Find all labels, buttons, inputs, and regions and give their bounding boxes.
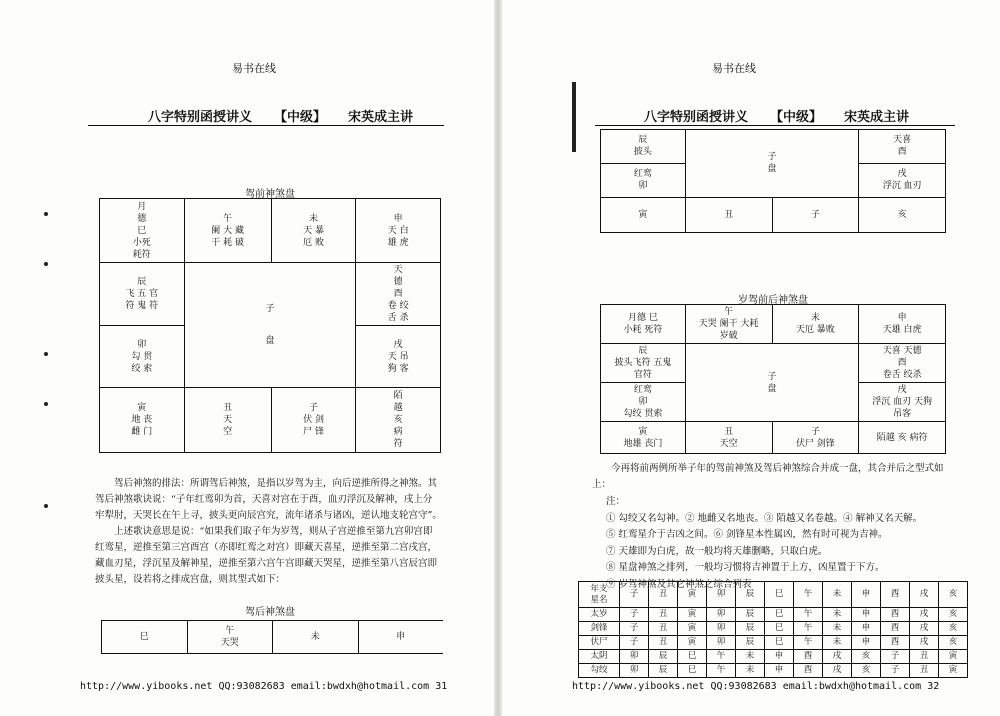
table-cell: 丑 (649, 622, 678, 636)
palace-yin: 寅 (601, 197, 686, 232)
palace-zi: 子 伏尸 剑锋 (772, 422, 859, 454)
table-cell: 丑 (910, 650, 939, 664)
title-main: 八字特别函授讲义 (644, 110, 749, 125)
title-underline (595, 125, 955, 126)
table-cell: 巳 (678, 650, 707, 664)
table-cell: 酉 (794, 650, 823, 664)
table-col-header: 丑 (649, 582, 678, 608)
page-title (644, 106, 931, 125)
palace-zi: 子 (772, 197, 859, 232)
table-col-header: 辰 (736, 582, 765, 608)
chart-before-driver (99, 198, 441, 453)
table-col-header: 巳 (765, 582, 794, 608)
table-cell: 寅 (678, 608, 707, 622)
palace-xu: 戌 天 吊 狗 客 (356, 326, 441, 388)
note-item: ⑧ 星盘神煞之排列，一般均习惯将吉神置于上方，凶星置于下方。 (606, 562, 885, 573)
body-text-right (592, 461, 962, 493)
page-header-site: 易书在线 (232, 62, 276, 75)
table-cell: 酉 (881, 622, 910, 636)
spirits-table (578, 581, 968, 678)
palace-shen: 申 (358, 621, 443, 654)
title-author: 宋英成主讲 (844, 110, 910, 125)
table-cell: 子 (620, 622, 649, 636)
footer-right: http://www.yibooks.net QQ:93082683 email:bwdxh@hotmail.com 32 (572, 681, 940, 692)
table-col-header: 卯 (707, 582, 736, 608)
table-cell: 酉 (881, 608, 910, 622)
palace-mao: 卯 勾 贯 绞 索 (100, 326, 185, 388)
table-cell: 寅 (939, 650, 968, 664)
footer-left: http://www.yibooks.net QQ:93082683 email:bwdxh@hotmail.com 31 (80, 681, 448, 692)
palace-si: 巳 (102, 621, 188, 654)
table-cell: 卯 (620, 650, 649, 664)
scan-speck (44, 504, 48, 508)
table-cell: 巳 (765, 622, 794, 636)
table-row-header: 太岁 (579, 608, 620, 622)
table-row (579, 636, 968, 650)
table-row (579, 608, 968, 622)
table-cell: 卯 (707, 622, 736, 636)
palace-wu: 午 天哭 阑干 大耗 岁破 (685, 305, 772, 344)
table-cell: 戌 (910, 622, 939, 636)
para-line: 藏血刃星，浮沉星及解神星，逆推至第六宫午宫即藏天哭星，逆推至第八宫辰宫即 (95, 558, 438, 569)
table-cell: 戌 (823, 664, 852, 678)
table-cell: 午 (707, 650, 736, 664)
palace-wu: 午 阑 大 藏 干 耗 破 (184, 199, 271, 263)
table-cell: 未 (736, 650, 765, 664)
para-line: 上述歌诀意思是说：“如果我们取子年为岁驾，则从子宫逆推至第九宫卯宫即 (114, 526, 433, 537)
title-level: 【中级】 (770, 110, 823, 125)
table-cell: 午 (794, 608, 823, 622)
table-cell: 午 (794, 636, 823, 650)
scan-speck (44, 212, 48, 216)
table-col-header: 寅 (678, 582, 707, 608)
palace-wei: 未 天 暴 厄 败 (271, 199, 356, 263)
para-line: 驾后神煞的排法：所谓驾后神煞，是指以岁驾为主，向后逆推所得之神煞。其 (114, 478, 438, 489)
para-line: 红鸾星，逆推至第三宫酉宫（亦即红鸾之对宫）即藏天喜星，逆推至第二宫戌宫， (95, 542, 438, 553)
table-cell: 子 (881, 664, 910, 678)
table-row-header: 伏尸 (579, 636, 620, 650)
palace-wei: 未 天厄 暴败 (772, 305, 859, 344)
palace-you: 天喜 酉 (859, 130, 946, 164)
palace-xu: 戌 浮沉 血刃 (859, 163, 946, 197)
palace-shen: 申 天 白 雄 虎 (356, 199, 441, 263)
table-cell: 亥 (939, 636, 968, 650)
table-col-header: 子 (620, 582, 649, 608)
table-cell: 亥 (852, 664, 881, 678)
palace-you: 天 德 酉 卷 绞 舌 杀 (356, 263, 441, 326)
table-cell: 卯 (707, 608, 736, 622)
table-cell: 亥 (852, 650, 881, 664)
chart1-caption: 驾前神煞盘 (245, 189, 295, 200)
chart1-center: 子 盘 (184, 263, 356, 388)
note-item: ① 勾绞又名勾神。② 地雌又名地丧。③ 陌越又名卷越。④ 解神又名天解。 (606, 512, 923, 524)
title-main: 八字特别函授讲义 (148, 110, 253, 125)
table-cell: 酉 (881, 636, 910, 650)
table-cell: 亥 (939, 608, 968, 622)
table-col-header: 酉 (881, 582, 910, 608)
table-cell: 卯 (620, 664, 649, 678)
table-cell: 申 (765, 664, 794, 678)
table-cell: 戌 (823, 650, 852, 664)
table-cell: 丑 (910, 664, 939, 678)
table-cell: 辰 (649, 650, 678, 664)
palace-hai: 陌 越 亥 病 符 (356, 388, 441, 453)
scan-speck (44, 402, 48, 406)
table-cell: 申 (852, 636, 881, 650)
table-cell: 巳 (678, 664, 707, 678)
table-col-header: 午 (794, 582, 823, 608)
table-cell: 子 (620, 636, 649, 650)
table-cell: 丑 (649, 636, 678, 650)
left-page (0, 0, 490, 716)
table-cell: 申 (765, 650, 794, 664)
right-page (500, 0, 1000, 716)
palace-chou: 丑 天 空 (184, 388, 271, 453)
palace-hai: 陌越 亥 病符 (859, 422, 946, 454)
table-col-header: 亥 (939, 582, 968, 608)
palace-zi: 子 伏 剑 尸 锋 (271, 388, 356, 453)
palace-wu: 午 天哭 (187, 621, 273, 654)
notes-heading: 注： (606, 496, 626, 507)
table-cell: 巳 (765, 608, 794, 622)
scan-speck (44, 352, 48, 356)
table-cell: 未 (823, 622, 852, 636)
table-cell: 丑 (649, 608, 678, 622)
para-line: 牢犁肘，天哭长在午上寻，披头更向辰宫究，流年诸杀与诸凶，逆认地支轮宫守”。 (95, 510, 442, 521)
note-item: ⑤ 红鸾星介于吉凶之间。⑥ 剑锋星本性属凶，然有时可视为吉神。 (606, 529, 888, 540)
table-row-header: 剑锋 (579, 622, 620, 636)
table-cell: 午 (794, 622, 823, 636)
palace-chen: 辰 飞 五 官 符 鬼 符 (100, 263, 185, 326)
table-row (579, 622, 968, 636)
table-cell: 申 (852, 622, 881, 636)
palace-mao: 红鸾 卯 (601, 163, 686, 197)
chart-top-center: 子 盘 (685, 130, 858, 198)
table-col-header: 未 (823, 582, 852, 608)
table-cell: 酉 (794, 664, 823, 678)
palace-xu: 戌 浮沉 血刃 天狗 吊客 (859, 383, 946, 422)
table-col-header: 戌 (910, 582, 939, 608)
table-cell: 寅 (678, 636, 707, 650)
notes-block (606, 494, 966, 593)
chart3-caption: 岁驾前后神煞盘 (738, 295, 808, 306)
note-item: ⑨ 岁驾神煞及其它神煞之综合列表 (606, 578, 752, 590)
para-line: 上： (592, 479, 612, 490)
scan-speck (44, 262, 48, 266)
chart-after-driver-partial (101, 620, 443, 654)
palace-chen: 辰 披头 (601, 130, 686, 164)
palace-mao: 红鸾 卯 勾绞 贯索 (601, 383, 686, 422)
table-cell: 午 (707, 664, 736, 678)
note-item: ⑦ 天雄即为白虎，故一般均将天雄删略，只取白虎。 (606, 545, 828, 557)
palace-wei: 未 (273, 621, 359, 654)
palace-yin: 寅 地雄 丧门 (601, 422, 686, 454)
table-row-header: 太阴 (579, 650, 620, 664)
page-header-site: 易书在线 (712, 62, 756, 75)
palace-chen: 辰 披头飞符 五鬼 官符 (601, 344, 686, 383)
table-cell: 寅 (678, 622, 707, 636)
table-cell: 巳 (765, 636, 794, 650)
palace-shen: 申 天雄 白虎 (859, 305, 946, 344)
table-row (579, 650, 968, 664)
table-cell: 未 (736, 664, 765, 678)
page-title (148, 106, 435, 125)
chart-after-driver-continued (600, 129, 946, 233)
palace-you: 天喜 天德 酉 卷舌 绞杀 (859, 344, 946, 383)
title-level: 【中级】 (274, 110, 327, 125)
table-cell: 未 (823, 636, 852, 650)
palace-hai: 亥 (859, 197, 946, 232)
chart2-caption: 驾后神煞盘 (245, 607, 295, 618)
table-corner: 年支 星名 (579, 582, 620, 608)
palace-si: 月 德 巳 小死 耗符 (100, 199, 185, 263)
table-cell: 子 (620, 608, 649, 622)
palace-chou: 丑 天空 (685, 422, 772, 454)
palace-yin: 寅 地 丧 雌 门 (100, 388, 185, 453)
table-row-header: 勾绞 (579, 664, 620, 678)
table-cell: 辰 (736, 608, 765, 622)
para-line: 驾后神煞歌诀说：“子年红鸾卯为首，天喜对宫在于酉，血刃浮沉及解神，戌上分 (95, 494, 433, 505)
table-cell: 辰 (736, 622, 765, 636)
table-cell: 子 (881, 650, 910, 664)
para-line: 披头星，设若将之排成宫盘，则其型式如下： (95, 574, 286, 585)
table-col-header: 申 (852, 582, 881, 608)
table-cell: 寅 (939, 664, 968, 678)
table-cell: 申 (852, 608, 881, 622)
body-text-left (95, 476, 447, 588)
table-cell: 未 (823, 608, 852, 622)
table-cell: 卯 (707, 636, 736, 650)
title-underline (88, 125, 444, 126)
chart-before-after-combined (600, 304, 946, 454)
table-cell: 辰 (649, 664, 678, 678)
para-line: 今再将前两例所举子年的驾前神煞及驾后神煞综合并成一盘，其合并后之型式如 (611, 463, 944, 474)
palace-chou: 丑 (685, 197, 772, 232)
table-cell: 戌 (910, 608, 939, 622)
table-cell: 辰 (736, 636, 765, 650)
table-row (579, 664, 968, 678)
title-author: 宋英成主讲 (348, 110, 414, 125)
palace-si: 月德 巳 小耗 死符 (601, 305, 686, 344)
table-cell: 戌 (910, 636, 939, 650)
table-cell: 亥 (939, 622, 968, 636)
chart3-center: 子 盘 (685, 344, 858, 422)
